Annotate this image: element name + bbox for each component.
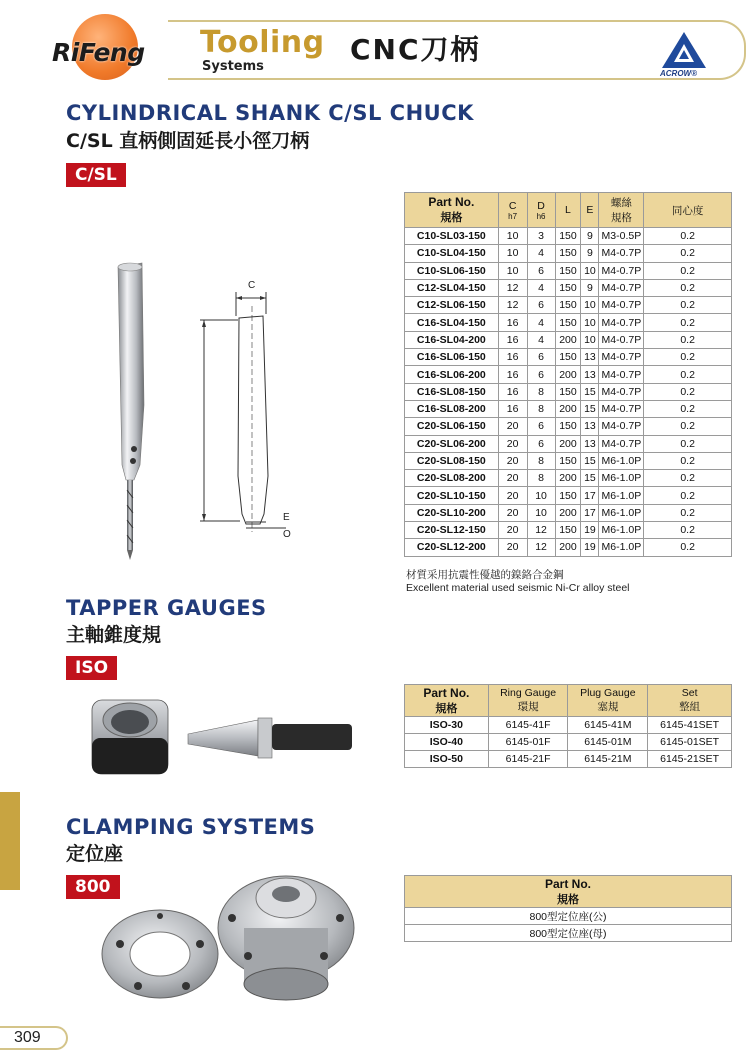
section2-title-en: TAPPER GAUGES	[66, 596, 267, 620]
part-no-cell: C10-SL04-150	[405, 245, 499, 262]
section2-badge: ISO	[66, 656, 117, 680]
table-cell: 150	[555, 279, 581, 296]
part-no-cell: C12-SL06-150	[405, 297, 499, 314]
table-cell: 12	[498, 297, 527, 314]
col-c: C h7	[498, 193, 527, 228]
table-cell: 0.2	[644, 314, 732, 331]
section3-title-zh: 定位座	[66, 843, 124, 865]
table-cell: 0.2	[644, 400, 732, 417]
table-cell: 0.2	[644, 331, 732, 348]
table-cell: 0.2	[644, 418, 732, 435]
table-row	[405, 751, 732, 768]
table-cell: 10	[498, 245, 527, 262]
table-cell: 150	[555, 452, 581, 469]
table-cell: M4-0.7P	[599, 400, 644, 417]
gauge-table	[404, 684, 732, 768]
table-cell: 0.2	[644, 435, 732, 452]
table-cell: M3-0.5P	[599, 228, 644, 245]
table-cell: 20	[498, 522, 527, 539]
part-no-cell: ISO-40	[405, 734, 489, 751]
table-cell: 10	[581, 262, 599, 279]
chuck-dimension-drawing	[190, 276, 310, 538]
table-cell: 15	[581, 400, 599, 417]
table-cell: 9	[581, 228, 599, 245]
table-cell: 20	[498, 452, 527, 469]
table-cell: 17	[581, 487, 599, 504]
table-cell: 15	[581, 470, 599, 487]
table-cell: 0.2	[644, 452, 732, 469]
table-row	[405, 925, 732, 942]
table-cell: 0.2	[644, 349, 732, 366]
table-cell: 200	[555, 366, 581, 383]
table-cell: 15	[581, 383, 599, 400]
table-cell: M4-0.7P	[599, 349, 644, 366]
table-cell: 13	[581, 418, 599, 435]
table-cell: 150	[555, 522, 581, 539]
part-no-cell: C16-SL08-200	[405, 400, 499, 417]
table-cell: 0.2	[644, 522, 732, 539]
table-cell: 150	[555, 297, 581, 314]
table-cell: 15	[581, 452, 599, 469]
page-title: CNC刀柄	[350, 33, 481, 66]
table-row	[405, 245, 732, 262]
part-no-cell: C20-SL12-200	[405, 539, 499, 556]
table-cell: 19	[581, 522, 599, 539]
table-cell: 0.2	[644, 262, 732, 279]
table-cell: 6	[527, 366, 555, 383]
table-row	[405, 452, 732, 469]
col-plug-gauge: Plug Gauge 塞規	[568, 685, 648, 717]
section1-title-zh: C/SL 直柄側固延長小徑刀柄	[66, 130, 310, 152]
table-cell: 200	[555, 435, 581, 452]
table-cell: 150	[555, 487, 581, 504]
table-cell: 150	[555, 418, 581, 435]
part-no-cell: C16-SL06-200	[405, 366, 499, 383]
table-cell: 0.2	[644, 279, 732, 296]
table-cell: 10	[581, 331, 599, 348]
table-cell: 200	[555, 504, 581, 521]
section1-title-en: CYLINDRICAL SHANK C/SL CHUCK	[66, 101, 474, 125]
table-cell: 17	[581, 504, 599, 521]
table-cell: 0.2	[644, 539, 732, 556]
table-row	[405, 297, 732, 314]
table-cell: 6145-41F	[488, 717, 568, 734]
table-row	[405, 366, 732, 383]
side-tab-marker	[0, 792, 20, 890]
dim-label-o: O	[283, 529, 291, 538]
table-row	[405, 279, 732, 296]
material-note-en: Excellent material used seismic Ni-Cr alloy steel	[406, 582, 630, 594]
table-cell: 10	[498, 262, 527, 279]
table-cell: 10	[498, 228, 527, 245]
table-cell: M4-0.7P	[599, 262, 644, 279]
table-cell: 8	[527, 383, 555, 400]
page-number: 309	[0, 1026, 68, 1050]
table-row	[405, 539, 732, 556]
col-ring-gauge: Ring Gauge 環規	[488, 685, 568, 717]
table-cell: 9	[581, 245, 599, 262]
part-no-cell: ISO-50	[405, 751, 489, 768]
table-row	[405, 908, 732, 925]
table-cell: 150	[555, 383, 581, 400]
table-cell: 4	[527, 245, 555, 262]
table-cell: 13	[581, 349, 599, 366]
part-no-cell: C20-SL10-150	[405, 487, 499, 504]
table-header-row	[405, 685, 732, 717]
dim-label-e: E	[283, 512, 290, 523]
col-l: L	[555, 193, 581, 228]
table-cell: 10	[581, 314, 599, 331]
col-part-no: Part No. 規格	[405, 193, 499, 228]
table-cell: 16	[498, 400, 527, 417]
col-concentricity: 同心度	[644, 193, 732, 228]
table-cell: 6145-21M	[568, 751, 648, 768]
table-cell: 150	[555, 245, 581, 262]
section2-title-zh: 主軸錐度規	[66, 624, 162, 646]
table-row	[405, 487, 732, 504]
table-cell: 150	[555, 349, 581, 366]
table-cell: M6-1.0P	[599, 487, 644, 504]
table-cell: 0.2	[644, 487, 732, 504]
table-cell: 12	[527, 539, 555, 556]
table-cell: 6145-41SET	[648, 717, 732, 734]
table-cell: 13	[581, 435, 599, 452]
table-cell: 20	[498, 470, 527, 487]
table-cell: 4	[527, 314, 555, 331]
table-cell: 200	[555, 331, 581, 348]
chuck-spec-table	[404, 192, 732, 557]
table-row	[405, 262, 732, 279]
table-cell: 6145-01M	[568, 734, 648, 751]
table-cell: 150	[555, 228, 581, 245]
table-cell: 0.2	[644, 245, 732, 262]
table-cell: 0.2	[644, 297, 732, 314]
material-note-zh: 材質采用抗震性優越的鎳鉻合金鋼	[406, 569, 564, 581]
table-cell: 4	[527, 279, 555, 296]
table-cell: M4-0.7P	[599, 245, 644, 262]
table-row	[405, 418, 732, 435]
table-cell: M4-0.7P	[599, 331, 644, 348]
table-cell: 0.2	[644, 366, 732, 383]
table-cell: 150	[555, 262, 581, 279]
part-no-cell: C16-SL06-150	[405, 349, 499, 366]
table-cell: 16	[498, 366, 527, 383]
table-cell: 6145-41M	[568, 717, 648, 734]
taper-gauge-image	[88, 690, 368, 780]
table-cell: 800型定位座(公)	[405, 908, 732, 925]
table-row	[405, 228, 732, 245]
brand-main: Tooling	[200, 25, 325, 60]
table-header-row	[405, 876, 732, 908]
table-row	[405, 470, 732, 487]
table-cell: M4-0.7P	[599, 297, 644, 314]
table-cell: 8	[527, 470, 555, 487]
table-row	[405, 331, 732, 348]
col-screw: 螺絲 規格	[599, 193, 644, 228]
table-cell: 800型定位座(母)	[405, 925, 732, 942]
table-cell: 200	[555, 539, 581, 556]
table-cell: M4-0.7P	[599, 418, 644, 435]
table-cell: M6-1.0P	[599, 452, 644, 469]
table-cell: 16	[498, 331, 527, 348]
table-cell: 20	[498, 435, 527, 452]
part-no-cell: C10-SL06-150	[405, 262, 499, 279]
table-cell: 0.2	[644, 470, 732, 487]
table-cell: 8	[527, 452, 555, 469]
table-cell: 4	[527, 331, 555, 348]
table-cell: 0.2	[644, 504, 732, 521]
part-no-cell: C12-SL04-150	[405, 279, 499, 296]
part-no-cell: C20-SL06-200	[405, 435, 499, 452]
table-cell: 20	[498, 418, 527, 435]
table-cell: 150	[555, 314, 581, 331]
part-no-cell: C16-SL04-150	[405, 314, 499, 331]
table-cell: 6	[527, 435, 555, 452]
part-no-cell: C20-SL08-200	[405, 470, 499, 487]
col-part-no: Part No. 規格	[405, 876, 732, 908]
section3-badge: 800	[66, 875, 120, 899]
table-row	[405, 522, 732, 539]
table-cell: 6	[527, 418, 555, 435]
table-cell: 20	[498, 539, 527, 556]
table-row	[405, 400, 732, 417]
part-no-cell: C20-SL10-200	[405, 504, 499, 521]
table-cell: M4-0.7P	[599, 314, 644, 331]
table-cell: 10	[527, 487, 555, 504]
table-cell: 16	[498, 383, 527, 400]
clamping-system-image	[98, 858, 362, 1008]
table-cell: 13	[581, 366, 599, 383]
part-no-cell: C20-SL12-150	[405, 522, 499, 539]
section1-badge: C/SL	[66, 163, 126, 187]
table-cell: M6-1.0P	[599, 539, 644, 556]
table-cell: 6	[527, 262, 555, 279]
table-cell: 20	[498, 487, 527, 504]
table-cell: M6-1.0P	[599, 470, 644, 487]
table-cell: 10	[581, 297, 599, 314]
col-part-no: Part No. 規格	[405, 685, 489, 717]
col-e: E	[581, 193, 599, 228]
table-cell: 6	[527, 297, 555, 314]
table-cell: 0.2	[644, 228, 732, 245]
part-no-cell: ISO-30	[405, 717, 489, 734]
table-cell: 6145-01SET	[648, 734, 732, 751]
table-cell: 8	[527, 400, 555, 417]
part-no-cell: C16-SL08-150	[405, 383, 499, 400]
dim-label-c: C	[248, 280, 256, 291]
table-cell: M4-0.7P	[599, 435, 644, 452]
table-cell: 16	[498, 349, 527, 366]
table-cell: 6145-21F	[488, 751, 568, 768]
table-cell: 200	[555, 470, 581, 487]
part-no-cell: C20-SL06-150	[405, 418, 499, 435]
table-cell: 200	[555, 400, 581, 417]
table-row	[405, 314, 732, 331]
table-cell: M4-0.7P	[599, 366, 644, 383]
table-cell: 10	[527, 504, 555, 521]
part-no-cell: C10-SL03-150	[405, 228, 499, 245]
table-cell: 0.2	[644, 383, 732, 400]
table-cell: 3	[527, 228, 555, 245]
table-cell: 12	[527, 522, 555, 539]
table-cell: 12	[498, 279, 527, 296]
table-row	[405, 349, 732, 366]
table-row	[405, 383, 732, 400]
col-d: D h6	[527, 193, 555, 228]
table-row	[405, 717, 732, 734]
cylindrical-chuck-image	[100, 255, 160, 575]
section3-title-en: CLAMPING SYSTEMS	[66, 815, 316, 839]
table-cell: M4-0.7P	[599, 279, 644, 296]
rifeng-logo: RiFeng	[52, 38, 145, 67]
table-row	[405, 435, 732, 452]
table-row	[405, 734, 732, 751]
part-no-cell: C20-SL08-150	[405, 452, 499, 469]
table-row	[405, 504, 732, 521]
table-cell: 6145-01F	[488, 734, 568, 751]
table-cell: M6-1.0P	[599, 504, 644, 521]
table-cell: M4-0.7P	[599, 383, 644, 400]
table-cell: 6145-21SET	[648, 751, 732, 768]
col-set: Set 整組	[648, 685, 732, 717]
table-cell: 20	[498, 504, 527, 521]
brand-sub: Systems	[202, 59, 264, 74]
table-cell: 9	[581, 279, 599, 296]
table-cell: 16	[498, 314, 527, 331]
table-cell: 19	[581, 539, 599, 556]
clamping-table	[404, 875, 732, 942]
table-cell: 6	[527, 349, 555, 366]
table-cell: M6-1.0P	[599, 522, 644, 539]
table-header-row	[405, 193, 732, 228]
part-no-cell: C16-SL04-200	[405, 331, 499, 348]
acrow-logo-text: ACROW®	[660, 69, 697, 78]
